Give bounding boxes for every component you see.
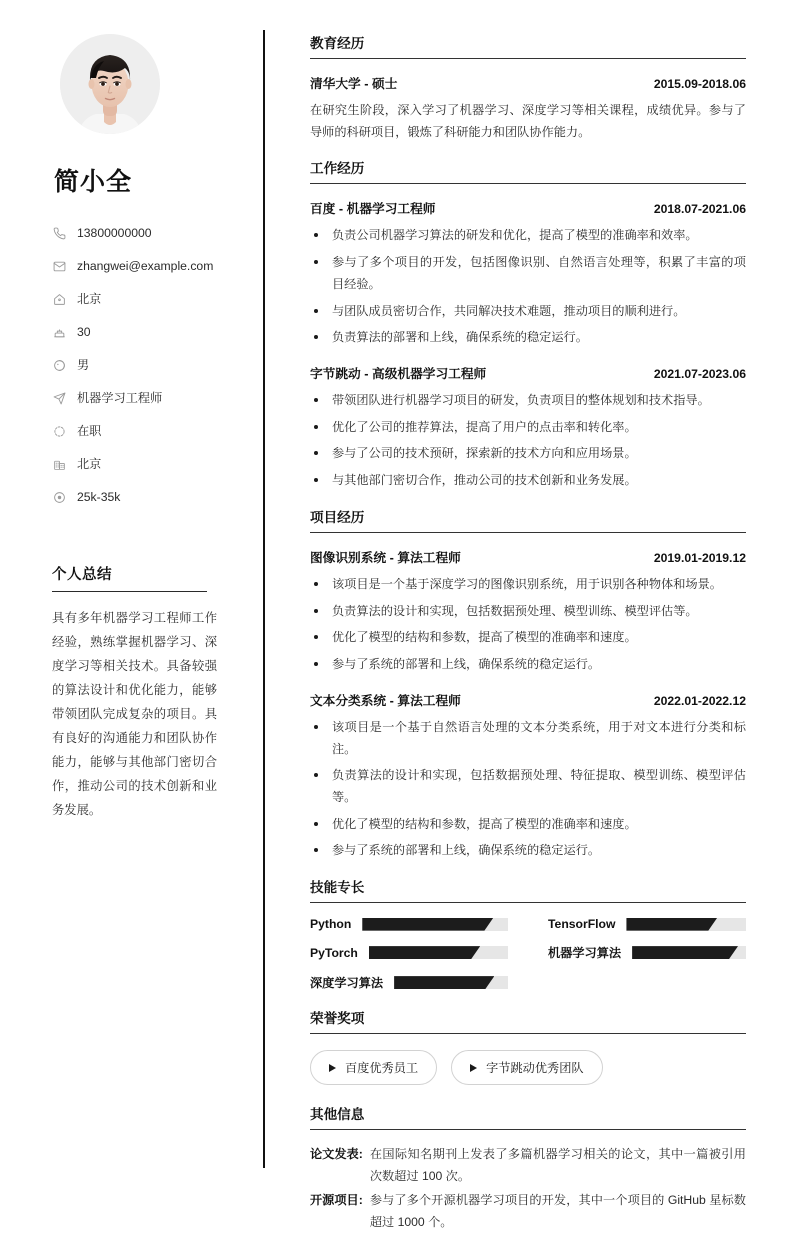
skill-fill: [632, 946, 738, 959]
other-row: [310, 1190, 746, 1234]
skill-row: [548, 917, 746, 931]
portrait-photo-icon: [60, 34, 160, 134]
contact-location: [52, 286, 238, 313]
section-other-title: 其他信息: [310, 1107, 365, 1123]
honor-label: 字节跳动优秀团队: [486, 1061, 584, 1076]
summary-title: 个人总结: [52, 567, 112, 583]
skill-name: TensorFlow: [548, 917, 616, 932]
entry-description: 在研究生阶段，深入学习了机器学习、深度学习等相关课程，成绩优异。参与了导师的科研项目，锻炼了科研能力和团队协作能力。: [310, 103, 746, 139]
other-label: 论文发表:: [310, 1147, 363, 1162]
section-rule: [310, 1129, 746, 1130]
honor-chip[interactable]: [310, 1050, 437, 1085]
list-item: 负责算法的设计和实现，包括数据预处理、特征提取、模型训练、模型评估等。: [310, 765, 746, 808]
list-item: 负责算法的设计和实现，包括数据预处理、模型训练、模型评估等。: [310, 601, 746, 623]
section-education: [310, 32, 746, 143]
list-item: 与团队成员密切合作，共同解决技术难题，推动项目的顺利进行。: [310, 301, 746, 323]
skill-row: [310, 944, 508, 961]
section-projects: [310, 506, 746, 862]
contact-salary: [52, 484, 238, 511]
entry-date: 2021.07-2023.06: [653, 367, 746, 382]
entry-date: 2022.01-2022.12: [653, 693, 746, 708]
entry-date: 2015.09-2018.06: [653, 77, 746, 91]
list-item: 参与了多个项目的开发，包括图像识别、自然语言处理等，积累了丰富的项目经验。: [310, 252, 746, 295]
summary-block: [52, 563, 238, 823]
list-item: 负责公司机器学习算法的研发和优化，提高了模型的准确率和效率。: [310, 225, 746, 247]
skill-fill: [362, 918, 493, 931]
section-rule: [310, 183, 746, 184]
bullet-list: [310, 225, 746, 349]
list-item: 与其他部门密切合作，推动公司的技术创新和业务发展。: [310, 470, 746, 492]
section-rule: [310, 902, 746, 903]
contact-position: [52, 385, 238, 412]
list-item: 优化了公司的推荐算法，提高了用户的点击率和转化率。: [310, 417, 746, 439]
home-icon: [52, 293, 66, 307]
gender-icon: [52, 359, 66, 373]
honor-label: 百度优秀员工: [345, 1061, 419, 1076]
contact-status: [52, 418, 238, 445]
entry-title: 文本分类系统 - 算法工程师: [310, 693, 461, 708]
section-education-title: 教育经历: [310, 36, 365, 51]
entry-title: 图像识别系统 - 算法工程师: [310, 550, 461, 565]
salary-icon: [52, 491, 66, 505]
avatar: [60, 34, 160, 134]
summary-text: 具有多年机器学习工程师工作经验，熟练掌握机器学习、深度学习等相关技术。具备较强的算法设计和优化能力，能够带领团队完成复杂的项目。具有良好的沟通能力和团队协作能力，能够与其他部门密切合作，推动公司的技术创新和业务发展。: [52, 611, 217, 817]
sidebar: [0, 0, 264, 1202]
skill-row: [310, 974, 508, 991]
list-item: 参与了系统的部署和上线，确保系统的稳定运行。: [310, 654, 746, 676]
section-rule: [310, 58, 746, 59]
contact-status-value: 在职: [77, 424, 102, 439]
skill-name: 深度学习算法: [310, 976, 384, 991]
list-item: 该项目是一个基于深度学习的图像识别系统，用于识别各种物体和场景。: [310, 574, 746, 596]
skill-track: [362, 918, 508, 931]
section-rule: [310, 1033, 746, 1034]
skills-grid: [310, 917, 746, 991]
skill-track: [394, 976, 508, 989]
section-honors-title: 荣誉奖项: [310, 1011, 365, 1027]
honor-chip[interactable]: [451, 1050, 603, 1085]
skill-name: PyTorch: [310, 945, 358, 960]
contact-phone: [52, 220, 238, 247]
contact-position-value: 机器学习工程师: [77, 391, 163, 406]
entry-title: 百度 - 机器学习工程师: [310, 202, 436, 217]
project-entry: [310, 690, 746, 862]
contact-list: [52, 220, 238, 511]
other-value: 参与了多个开源机器学习项目的开发，其中一个项目的 GitHub 星标数超过 1000 个。: [369, 1193, 746, 1229]
contact-gender: [52, 352, 238, 379]
list-item: 参与了公司的技术预研，探索新的技术方向和应用场景。: [310, 443, 746, 465]
skill-fill: [394, 976, 494, 989]
contact-location-value: 北京: [77, 292, 102, 307]
entry-title: 清华大学 - 硕士: [310, 77, 398, 91]
envelope-icon: [52, 260, 66, 274]
contact-email-value: zhangwei@example.com: [77, 259, 214, 274]
project-entry: [310, 547, 746, 676]
building-icon: [52, 458, 66, 472]
entry-head: [310, 198, 746, 217]
skill-track: [632, 946, 746, 959]
other-label: 开源项目:: [310, 1193, 363, 1207]
contact-age-value: 30: [77, 325, 91, 340]
section-skills: [310, 876, 746, 991]
age-icon: [52, 326, 66, 340]
column-divider: [263, 30, 265, 1168]
entry-head: [310, 690, 746, 709]
entry-title: 字节跳动 - 高级机器学习工程师: [310, 367, 487, 382]
position-icon: [52, 392, 66, 406]
list-item: 该项目是一个基于自然语言处理的文本分类系统，用于对文本进行分类和标注。: [310, 717, 746, 760]
other-row: [310, 1144, 746, 1188]
entry-date: 2019.01-2019.12: [653, 550, 746, 565]
education-entry: [310, 73, 746, 143]
section-projects-title: 项目经历: [310, 509, 365, 525]
skill-row: [310, 917, 508, 931]
skill-track: [626, 918, 746, 931]
contact-city: [52, 451, 238, 478]
contact-email: [52, 253, 238, 280]
contact-city-value: 北京: [77, 457, 102, 472]
section-skills-title: 技能专长: [310, 880, 365, 896]
work-entry: [310, 363, 746, 492]
section-rule: [310, 532, 746, 533]
list-item: 负责算法的部署和上线，确保系统的稳定运行。: [310, 327, 746, 349]
list-item: 带领团队进行机器学习项目的研发，负责项目的整体规划和技术指导。: [310, 390, 746, 412]
status-icon: [52, 425, 66, 439]
bullet-list: [310, 574, 746, 676]
play-icon: [470, 1064, 477, 1072]
section-work-title: 工作经历: [310, 161, 365, 177]
list-item: 优化了模型的结构和参数，提高了模型的准确率和速度。: [310, 814, 746, 836]
entry-head: [310, 547, 746, 566]
section-honors: [310, 1007, 746, 1085]
contact-age: [52, 319, 238, 346]
person-name: 简小全: [54, 168, 133, 196]
skill-row: [548, 944, 746, 961]
contact-phone-value: 13800000000: [77, 226, 152, 241]
play-icon: [329, 1064, 336, 1072]
skill-fill: [369, 946, 480, 959]
bullet-list: [310, 717, 746, 862]
contact-salary-value: 25k-35k: [77, 490, 121, 505]
entry-head: [310, 363, 746, 382]
list-item: 优化了模型的结构和参数，提高了模型的准确率和速度。: [310, 627, 746, 649]
skill-track: [369, 946, 508, 959]
phone-icon: [52, 227, 66, 241]
skill-name: 机器学习算法: [548, 946, 622, 961]
skill-name: Python: [310, 917, 352, 932]
other-value: 在国际知名期刊上发表了多篇机器学习相关的论文，其中一篇被引用次数超过 100 次。: [369, 1147, 746, 1184]
skill-fill: [626, 918, 717, 931]
entry-head: [310, 73, 746, 92]
section-other: [310, 1103, 746, 1234]
honor-list: [310, 1048, 746, 1085]
entry-date: 2018.07-2021.06: [653, 202, 746, 217]
contact-gender-value: 男: [77, 358, 90, 373]
main-column: [264, 0, 794, 1229]
work-entry: [310, 198, 746, 349]
summary-rule: [52, 591, 207, 592]
bullet-list: [310, 390, 746, 492]
list-item: 参与了系统的部署和上线，确保系统的稳定运行。: [310, 840, 746, 862]
section-work: [310, 157, 746, 491]
